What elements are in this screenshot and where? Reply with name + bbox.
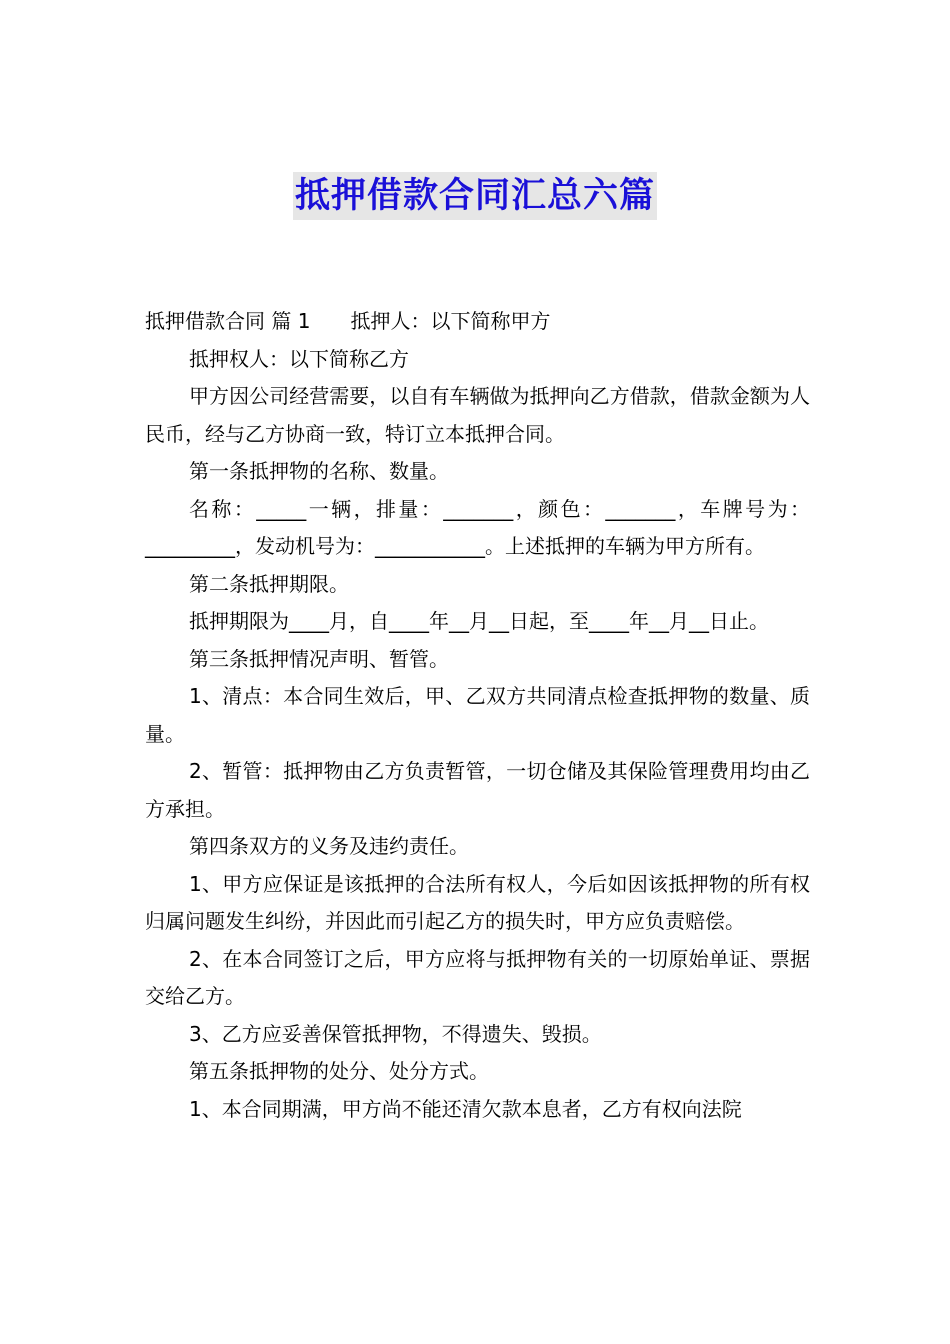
contract-label: 抵押借款合同 篇 1	[145, 309, 311, 333]
paragraph: 1、清点：本合同生效后，甲、乙双方共同清点检查抵押物的数量、质量。	[145, 684, 810, 746]
paragraph: 2、暂管：抵押物由乙方负责暂管，一切仓储及其保险管理费用均由乙方承担。	[145, 759, 810, 821]
clause-heading: 第二条抵押期限。	[189, 571, 349, 596]
paragraph: 甲方因公司经营需要，以自有车辆做为抵押向乙方借款，借款金额为人民币，经与乙方协商一致，特订立本抵押合同。	[145, 384, 810, 446]
title-area	[0, 172, 950, 220]
paragraph: 抵押权人：以下简称乙方	[189, 346, 409, 371]
paragraph: 2、在本合同签订之后，甲方应将与抵押物有关的一切原始单证、票据交给乙方。	[145, 946, 810, 1008]
paragraph: 1、甲方应保证是该抵押的合法所有权人，今后如因该抵押物的所有权归属问题发生纠纷，并因此而引起乙方的损失时，甲方应负责赔偿。	[145, 871, 810, 933]
document-body	[145, 303, 810, 1128]
paragraph: 3、乙方应妥善保管抵押物，不得遗失、毁损。	[189, 1021, 602, 1046]
party-a-line: 抵押人：以下简称甲方	[350, 309, 551, 333]
clause-heading: 第三条抵押情况声明、暂管。	[189, 646, 449, 671]
contract-heading-line	[145, 303, 810, 341]
paragraph: 名称：_____一辆，排量：_______，颜色：_______，车牌号为：_________，发动机号为：___________。上述抵押的车辆为甲方所有。	[145, 496, 810, 558]
clause-heading: 第四条双方的义务及违约责任。	[189, 834, 469, 858]
clause-heading: 第五条抵押物的处分、处分方式。	[189, 1059, 489, 1083]
clause-heading: 第一条抵押物的名称、数量。	[189, 459, 449, 483]
paragraph: 抵押期限为____月，自____年__月__日起，至____年__月__日止。	[189, 609, 769, 633]
paragraph: 1、本合同期满，甲方尚不能还清欠款本息者，乙方有权向法院	[189, 1096, 742, 1121]
document-title: 抵押借款合同汇总六篇	[293, 172, 657, 220]
